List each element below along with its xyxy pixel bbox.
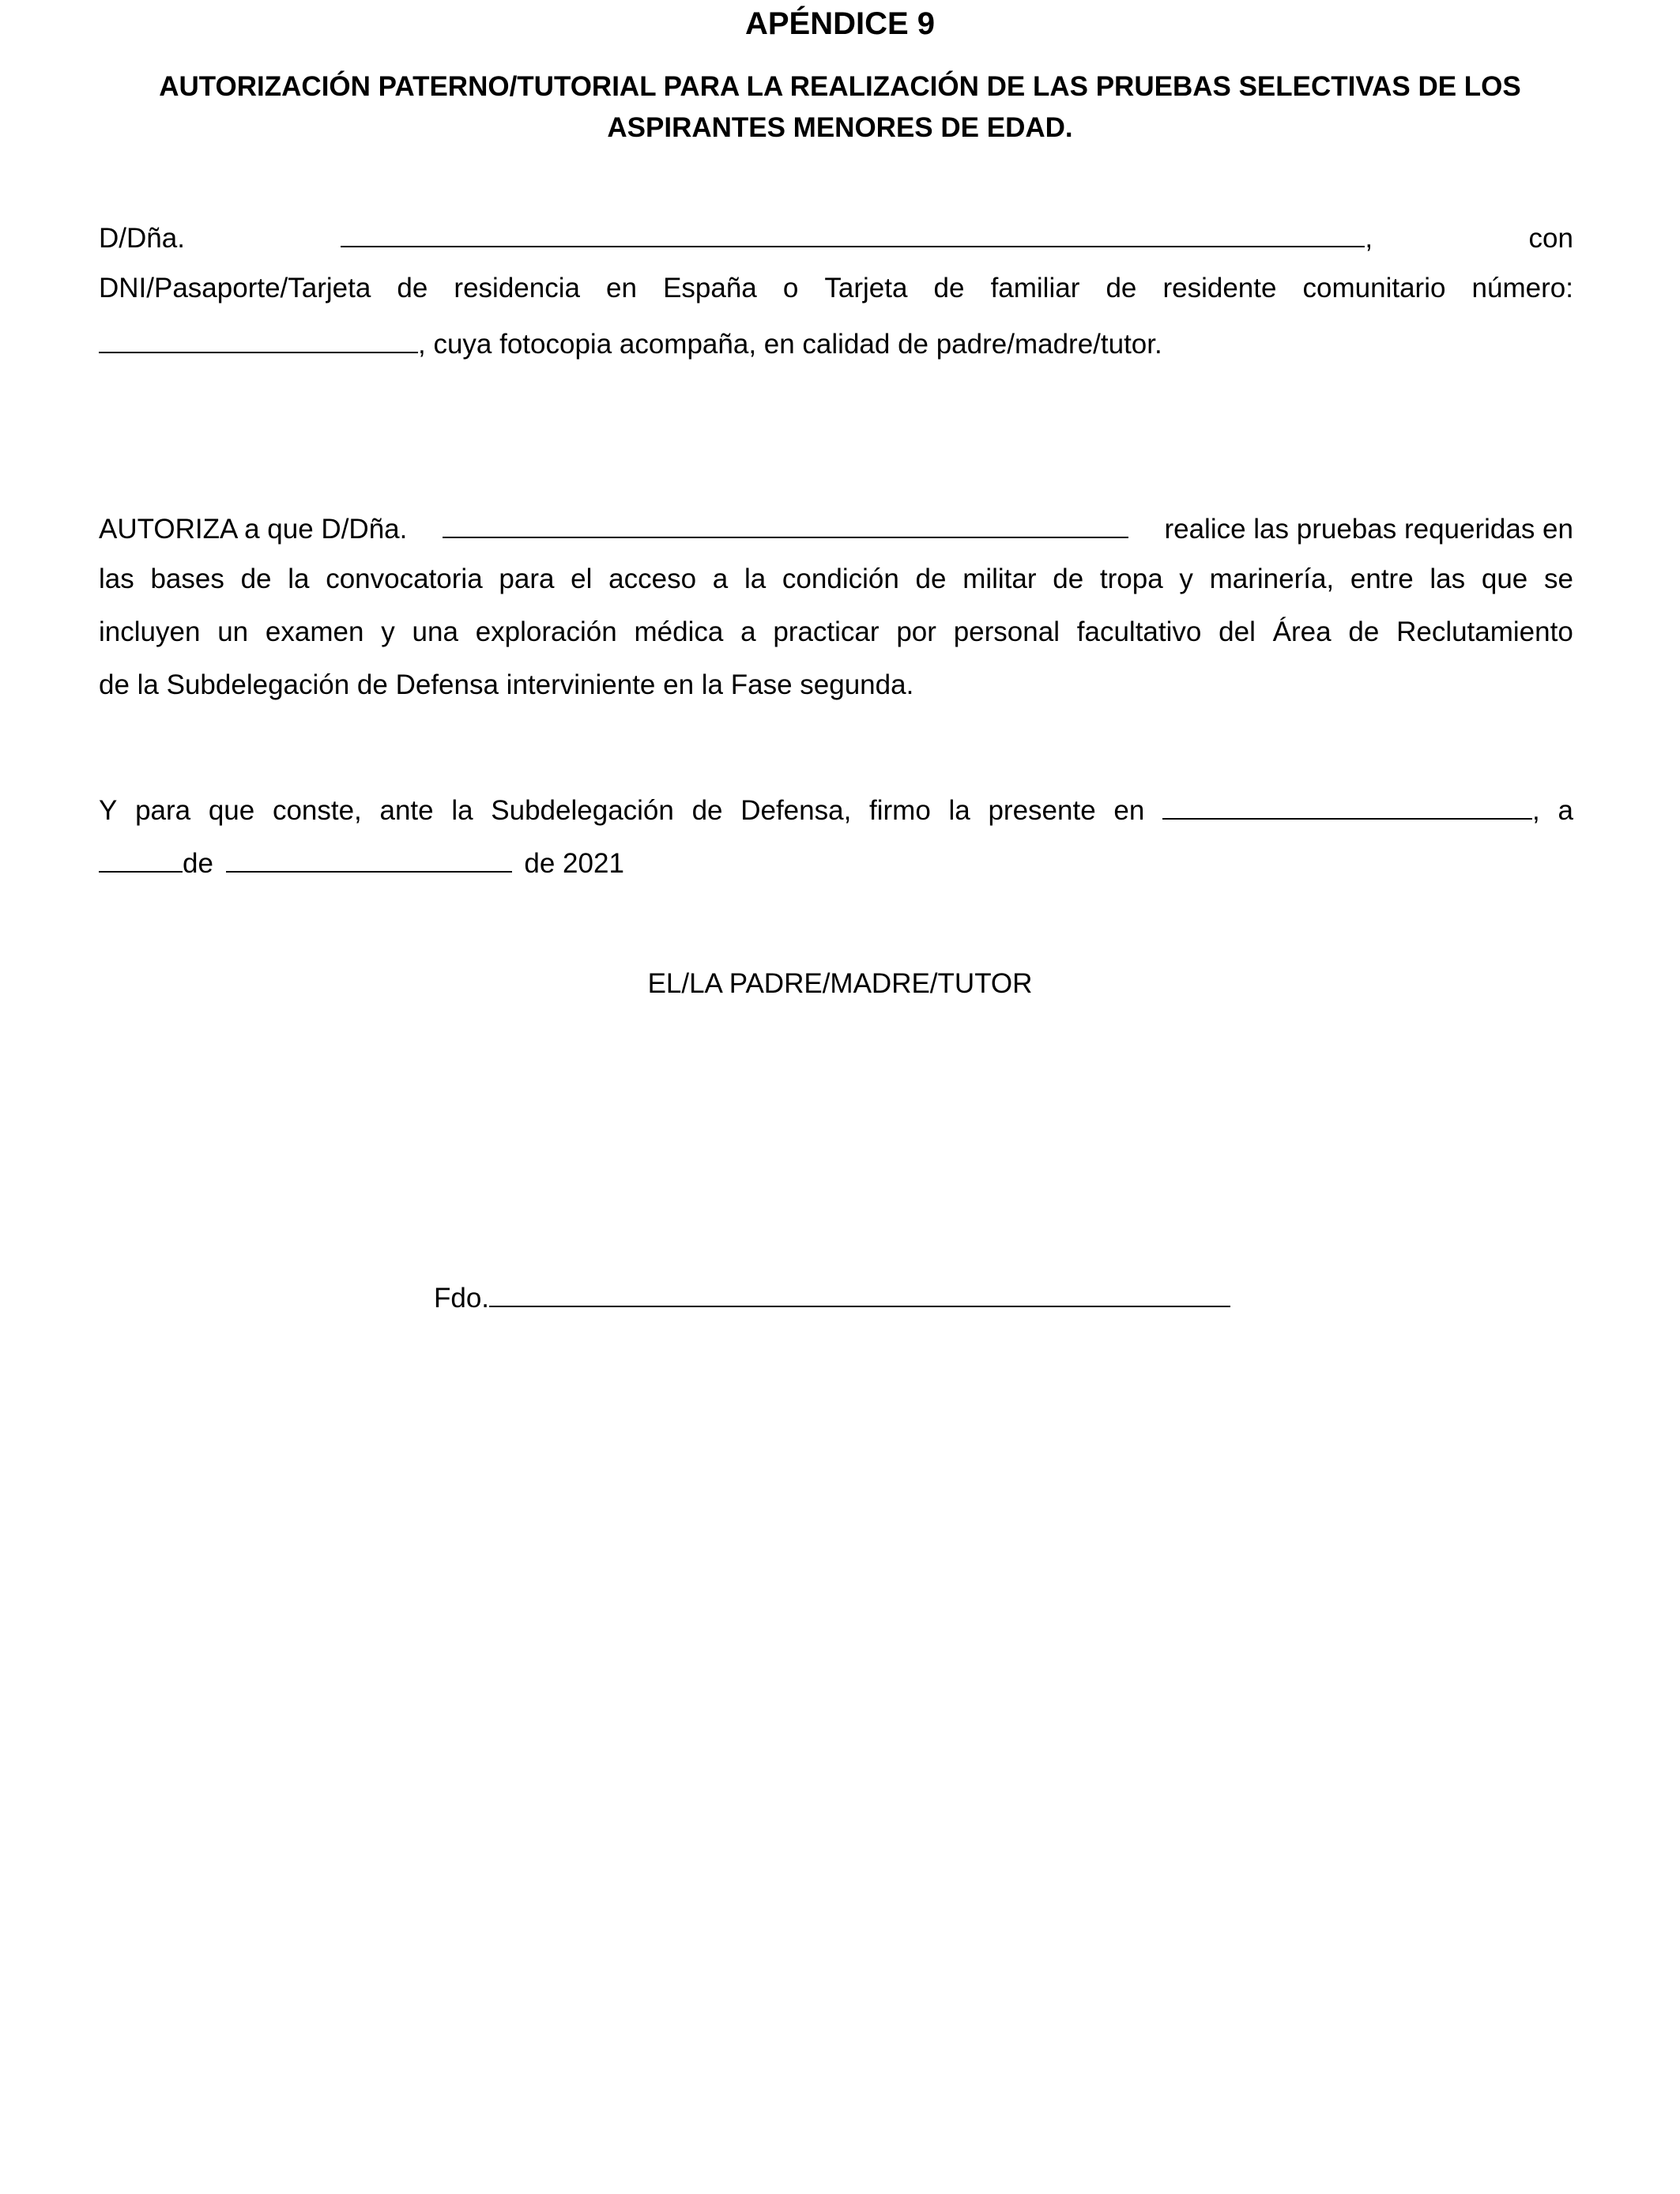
para2-line2-word: de [240, 564, 272, 594]
para1-line2-word: residencia [454, 273, 580, 303]
para1-line2-word: número: [1471, 273, 1573, 303]
para2-line2-word: la [744, 564, 767, 594]
document-number-field[interactable] [99, 323, 418, 353]
para2-line2-word: acceso [608, 564, 697, 594]
para1-line2-word: DNI/Pasaporte/Tarjeta [99, 273, 371, 303]
para2-line3 [99, 614, 1573, 650]
para1-line2-word: o [782, 273, 799, 303]
para1-line3 [99, 323, 1573, 363]
para2-line2-word: las [1430, 564, 1466, 594]
para3-line1 [99, 790, 1573, 829]
signatory-label: EL/LA PADRE/MADRE/TUTOR [647, 968, 1033, 999]
para1-line2-word: en [606, 273, 637, 303]
para2-line3-word: un [217, 616, 249, 647]
con-text: con [1528, 223, 1573, 254]
para2-line3-word: examen [265, 616, 364, 647]
para1-line2-word: de [397, 273, 428, 303]
signature-prefix: Fdo. [434, 1283, 490, 1314]
para1-line2-word: Tarjeta [824, 273, 908, 303]
para1-line2-word: de [933, 273, 965, 303]
para2-line3-word: por [896, 616, 936, 647]
day-field[interactable] [99, 843, 183, 873]
document-subtitle: AUTORIZACIÓN PATERNO/TUTORIAL PARA LA REALIZACIÓN DE LAS PRUEBAS SELECTIVAS DE LOS ASPIRANTES MENORES DE EDAD. [159, 71, 1521, 143]
para3-line1-word: conste, [272, 795, 362, 826]
para2-line2-word: se [1543, 564, 1573, 594]
para2-line3-word: y [381, 616, 395, 647]
para3-line1-word: para [135, 795, 191, 826]
para2-line2-word: las [99, 564, 134, 594]
parent-name-field[interactable] [341, 217, 1365, 247]
para2-line2-word: convocatoria [326, 564, 483, 594]
para2-line2 [99, 561, 1573, 598]
para1-line2-word: familiar [990, 273, 1080, 303]
para2-line3-word: a [740, 616, 756, 647]
place-field-wrap [1162, 790, 1540, 829]
para2-line2-word: militar [962, 564, 1037, 594]
year-text: de 2021 [524, 848, 624, 879]
para3-line1-word: en [1113, 795, 1145, 826]
para1-line2-word: comunitario [1302, 273, 1446, 303]
para3-line1-word: la [948, 795, 970, 826]
para2-line3-word: incluyen [99, 616, 201, 647]
para2-line2-word: el [571, 564, 593, 594]
authorize-suffix-text: realice las pruebas requeridas en [1164, 514, 1573, 545]
para2-line2-word: condición [782, 564, 899, 594]
para3-line1-word: de [691, 795, 723, 826]
signature-line [434, 1277, 1230, 1317]
para2-line2-word: entre [1350, 564, 1414, 594]
para3-line1-word: ante [379, 795, 434, 826]
para2-line2-word: a [712, 564, 729, 594]
para2-line3-word: de [1348, 616, 1380, 647]
para2-line2-word: bases [150, 564, 224, 594]
para1-line2 [99, 270, 1573, 307]
de-text: de [183, 848, 213, 879]
para2-line2-word: la [288, 564, 310, 594]
para1-line1 [99, 217, 1573, 257]
place-field[interactable] [1162, 790, 1532, 820]
para2-line2-word: y [1179, 564, 1193, 594]
para2-line3-word: Área [1272, 616, 1332, 647]
document-title: APÉNDICE 9 [744, 6, 936, 41]
minor-name-field[interactable] [443, 508, 1128, 538]
para1-line2-word: residente [1162, 273, 1277, 303]
para3-line1-word: Subdelegación [491, 795, 674, 826]
comma-text: , [1532, 795, 1540, 826]
para3-line1-word: que [208, 795, 255, 826]
para3-line2 [99, 843, 1573, 882]
para1-line2-word: España [663, 273, 757, 303]
para2-line3-word: una [412, 616, 458, 647]
authorize-prefix-text: AUTORIZA a que D/Dña. [99, 514, 408, 545]
para2-line2-word: tropa [1099, 564, 1163, 594]
comma-text: , [1365, 223, 1373, 254]
para2-line3-word: practicar [773, 616, 880, 647]
month-field[interactable] [226, 843, 512, 873]
para1-line2-word: de [1106, 273, 1137, 303]
para3-line1-word: Defensa, [740, 795, 852, 826]
para2-line2-word: para [499, 564, 555, 594]
para2-line3-word: Reclutamiento [1396, 616, 1573, 647]
para2-line3-word: médica [634, 616, 724, 647]
para2-line2-word: de [1053, 564, 1084, 594]
para2-line2-word: que [1481, 564, 1528, 594]
para3-line1-word: firmo [869, 795, 931, 826]
para3-line1-word: presente [988, 795, 1096, 826]
para2-line4: de la Subdelegación de Defensa interviniente en la Fase segunda. [99, 669, 914, 700]
para2-line2-word: de [915, 564, 947, 594]
para2-line3-word: exploración [475, 616, 617, 647]
para1-name-field-wrap [341, 217, 1373, 257]
para2-line1 [99, 508, 1573, 548]
para2-line3-word: facultativo [1076, 616, 1202, 647]
signature-field[interactable] [489, 1277, 1230, 1307]
name-prefix-label: D/Dña. [99, 223, 185, 254]
a-text: a [1558, 795, 1573, 826]
para2-line3-word: del [1219, 616, 1256, 647]
para2-line3-word: personal [953, 616, 1060, 647]
para1-line3-text: , cuya fotocopia acompaña, en calidad de padre/madre/tutor. [418, 329, 1162, 360]
para2-line2-word: marinería, [1209, 564, 1335, 594]
para3-line1-word: la [451, 795, 473, 826]
para3-line1-word: Y [99, 795, 118, 826]
